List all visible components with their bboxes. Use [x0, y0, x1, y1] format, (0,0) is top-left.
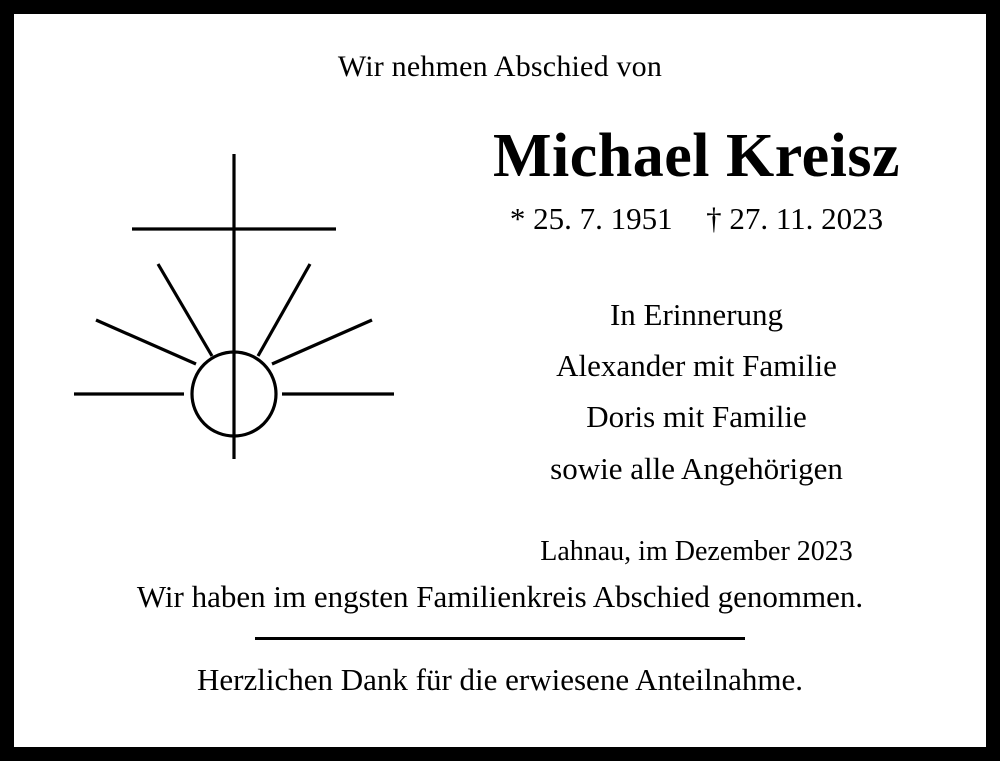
footer-block [14, 579, 986, 698]
memorial-line: In Erinnerung [609, 297, 784, 333]
private-funeral-note: Wir haben im engsten Familienkreis Abschied genommen. [136, 579, 864, 614]
birth-date: * 25. 7. 1951 [509, 201, 673, 237]
death-date: † 27. 11. 2023 [706, 201, 884, 237]
deceased-name: Michael Kreisz [492, 122, 900, 190]
cross-with-rising-sun-icon [54, 124, 404, 474]
memorial-line: sowie alle Angehörigen [550, 450, 843, 486]
deceased-details [424, 124, 969, 568]
thanks-note: Herzlichen Dank für die erwiesene Anteilnahme. [197, 662, 803, 697]
obituary-card [14, 14, 986, 747]
place-and-date: Lahnau, im Dezember 2023 [540, 535, 853, 567]
memorial-line: Doris mit Familie [586, 399, 807, 435]
farewell-line: Wir nehmen Abschied von [337, 50, 663, 83]
memorial-line: Alexander mit Familie [556, 348, 837, 384]
memorial-block [424, 289, 969, 494]
divider [255, 637, 745, 640]
life-dates [424, 201, 969, 237]
